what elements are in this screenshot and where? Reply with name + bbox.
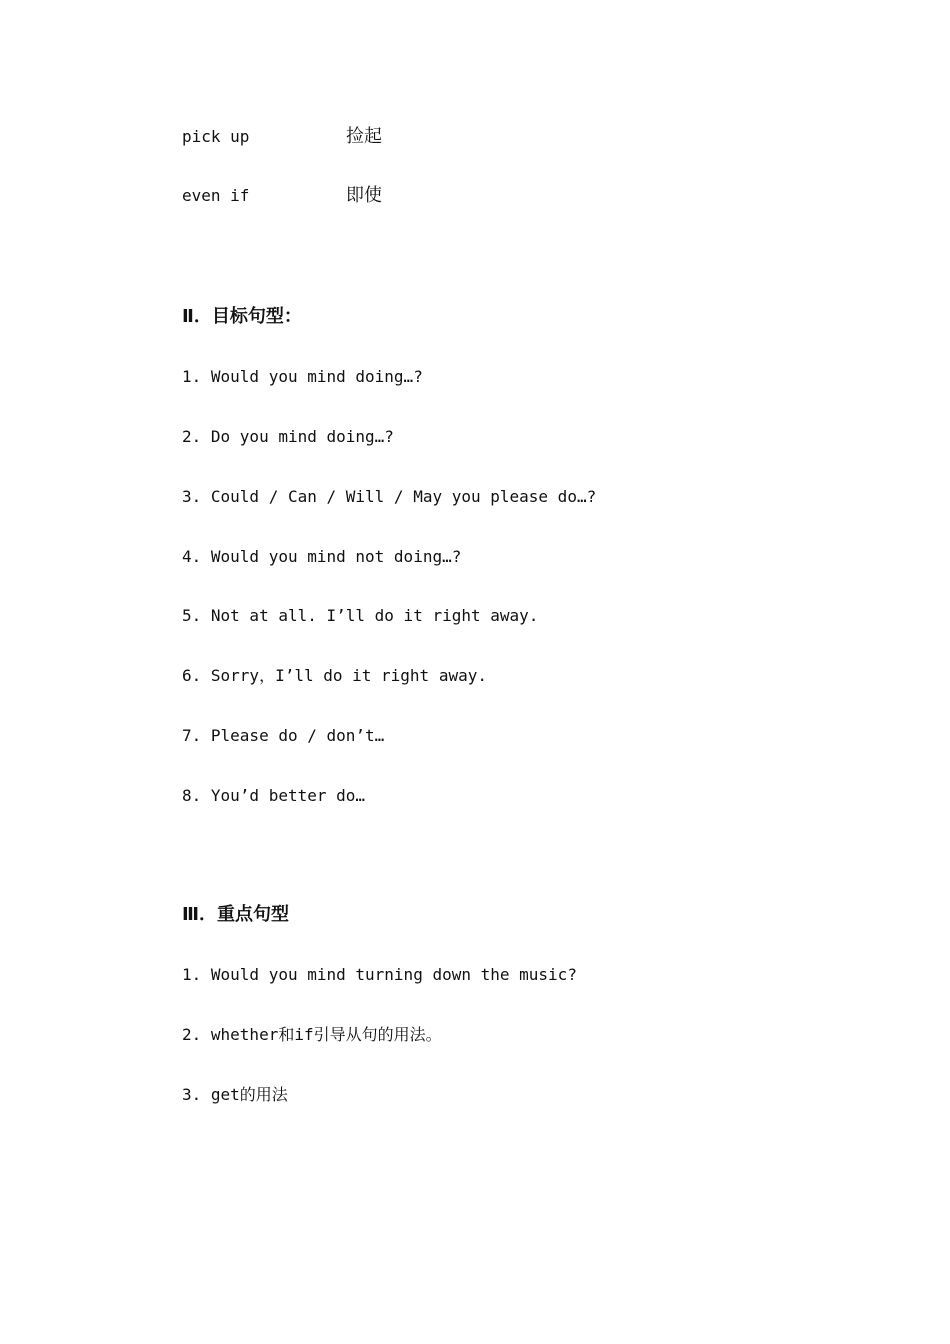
phrase-chinese: 捡起 xyxy=(346,126,382,147)
phrase-english: pick up xyxy=(182,127,250,146)
list-item: 3. Could / Can / Will / May you please do…? xyxy=(182,487,597,506)
phrase-english: even if xyxy=(182,186,250,205)
list-item: 3. get的用法 xyxy=(182,1085,288,1104)
section-heading-key-sentences: Ⅲ．重点句型 xyxy=(182,904,290,925)
list-item: 4. Would you mind not doing…? xyxy=(182,547,462,566)
list-item: 6. Sorry，I’ll do it right away. xyxy=(182,666,487,685)
phrase-chinese: 即使 xyxy=(346,185,382,206)
phrase-row xyxy=(182,185,582,207)
list-item: 2. whether和if引导从句的用法。 xyxy=(182,1025,442,1044)
list-item: 8. You’d better do… xyxy=(182,786,366,805)
list-item: 5. Not at all. I’ll do it right away. xyxy=(182,606,539,625)
list-item: 1. Would you mind doing…? xyxy=(182,367,423,386)
list-item: 7. Please do / don’t… xyxy=(182,726,385,745)
phrase-row xyxy=(182,126,582,148)
list-item: 2. Do you mind doing…? xyxy=(182,427,394,446)
section-heading-target-sentences: Ⅱ．目标句型： xyxy=(182,306,302,327)
list-item: 1. Would you mind turning down the music? xyxy=(182,965,577,984)
